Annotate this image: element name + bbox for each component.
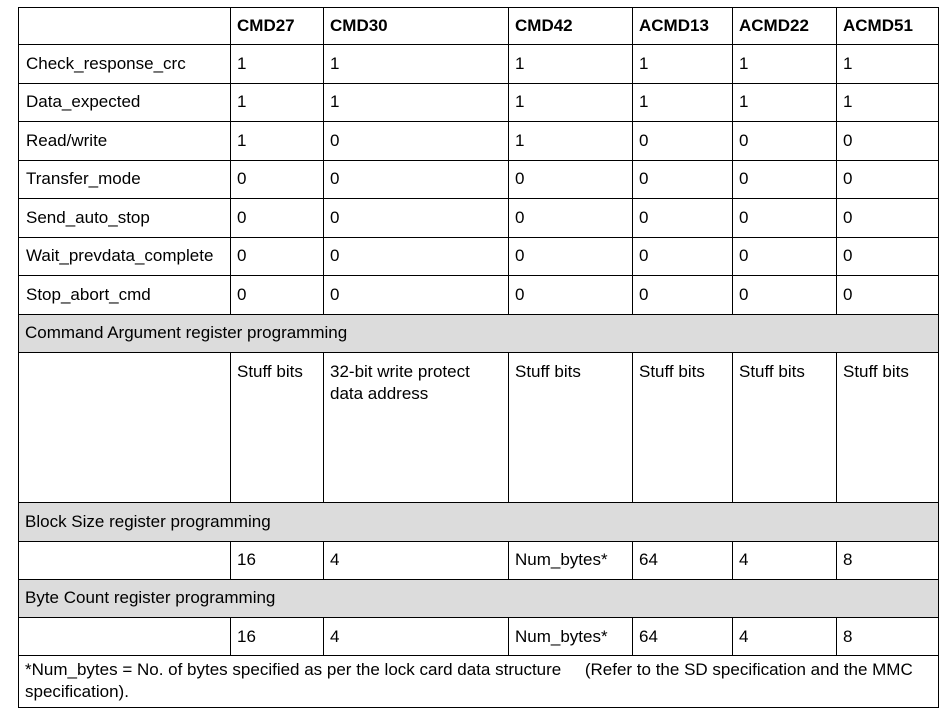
header-acmd13: ACMD13 (633, 8, 733, 45)
footnote: *Num_bytes = No. of bytes specified as per the lock card data structure (Refer to the SD specification and the MMC specification). (19, 656, 939, 708)
table-cell: 0 (733, 160, 837, 199)
empty-cell (19, 353, 231, 503)
table-cell: 1 (837, 45, 939, 84)
header-acmd51: ACMD51 (837, 8, 939, 45)
row-label: Send_auto_stop (19, 199, 231, 238)
header-cmd42: CMD42 (509, 8, 633, 45)
section-heading: Command Argument register programming (19, 314, 939, 353)
table-cell: 0 (633, 199, 733, 238)
table-cell: 0 (324, 237, 509, 276)
table-cell: 1 (231, 83, 324, 122)
row-transfer-mode (19, 160, 939, 199)
table-cell: 8 (837, 541, 939, 579)
table-cell: 1 (509, 83, 633, 122)
header-cmd30: CMD30 (324, 8, 509, 45)
table-cell: Stuff bits (733, 353, 837, 503)
row-block-size-values (19, 541, 939, 579)
table-cell: 1 (324, 83, 509, 122)
table-cell: 0 (837, 276, 939, 315)
table-cell: 0 (733, 276, 837, 315)
table-cell: 64 (633, 618, 733, 656)
table-cell: 32-bit write protect data address (324, 353, 509, 503)
table-cell: 1 (231, 45, 324, 84)
section-byte-count (19, 579, 939, 618)
table-cell: 0 (837, 122, 939, 161)
table-cell: 0 (231, 237, 324, 276)
section-heading: Byte Count register programming (19, 579, 939, 618)
header-cmd27: CMD27 (231, 8, 324, 45)
table-cell: 0 (633, 160, 733, 199)
row-label: Data_expected (19, 83, 231, 122)
table-cell: 1 (837, 83, 939, 122)
header-corner (19, 8, 231, 45)
table-cell: Stuff bits (509, 353, 633, 503)
table-cell: 1 (231, 122, 324, 161)
table-cell: 0 (633, 122, 733, 161)
row-stop-abort-cmd (19, 276, 939, 315)
table-cell: 4 (733, 541, 837, 579)
header-acmd22: ACMD22 (733, 8, 837, 45)
table-cell: 1 (509, 122, 633, 161)
table-cell: 1 (633, 83, 733, 122)
table-cell: 0 (509, 276, 633, 315)
row-label: Read/write (19, 122, 231, 161)
table-cell: 0 (324, 160, 509, 199)
empty-cell (19, 618, 231, 656)
table-cell: 0 (231, 276, 324, 315)
table-cell: 0 (837, 199, 939, 238)
table-cell: 16 (231, 618, 324, 656)
table-cell: 1 (509, 45, 633, 84)
table-cell: 8 (837, 618, 939, 656)
row-command-argument-values (19, 353, 939, 503)
table-cell: 0 (633, 237, 733, 276)
row-data-expected (19, 83, 939, 122)
table-cell: 0 (509, 160, 633, 199)
table-cell: Stuff bits (231, 353, 324, 503)
table-cell: 4 (324, 541, 509, 579)
table-cell: 1 (633, 45, 733, 84)
footnote-row (19, 656, 939, 708)
table-cell: 0 (509, 199, 633, 238)
row-label: Check_response_crc (19, 45, 231, 84)
table-cell: 0 (231, 160, 324, 199)
row-wait-prevdata-complete (19, 237, 939, 276)
section-command-argument (19, 314, 939, 353)
table-cell: 1 (733, 45, 837, 84)
row-check-response-crc (19, 45, 939, 84)
row-read-write (19, 122, 939, 161)
table-cell: 64 (633, 541, 733, 579)
row-label: Transfer_mode (19, 160, 231, 199)
table-cell: 0 (231, 199, 324, 238)
table-cell: 0 (509, 237, 633, 276)
section-block-size (19, 503, 939, 542)
table-cell: 1 (324, 45, 509, 84)
table-cell: 0 (633, 276, 733, 315)
table-cell: Num_bytes* (509, 541, 633, 579)
row-label: Wait_prevdata_complete (19, 237, 231, 276)
row-send-auto-stop (19, 199, 939, 238)
row-byte-count-values (19, 618, 939, 656)
table-cell: 1 (733, 83, 837, 122)
table-cell: Num_bytes* (509, 618, 633, 656)
header-row (19, 8, 939, 45)
table-cell: Stuff bits (837, 353, 939, 503)
command-register-table (18, 7, 939, 708)
table-cell: 16 (231, 541, 324, 579)
empty-cell (19, 541, 231, 579)
table-cell: 0 (733, 237, 837, 276)
table-cell: 0 (733, 122, 837, 161)
row-label: Stop_abort_cmd (19, 276, 231, 315)
table-cell: 0 (324, 122, 509, 161)
table-cell: 0 (837, 237, 939, 276)
table-cell: 4 (733, 618, 837, 656)
table-cell: 0 (324, 199, 509, 238)
table-cell: 0 (733, 199, 837, 238)
table-cell: 4 (324, 618, 509, 656)
table-cell: Stuff bits (633, 353, 733, 503)
table-cell: 0 (837, 160, 939, 199)
table-cell: 0 (324, 276, 509, 315)
section-heading: Block Size register programming (19, 503, 939, 542)
